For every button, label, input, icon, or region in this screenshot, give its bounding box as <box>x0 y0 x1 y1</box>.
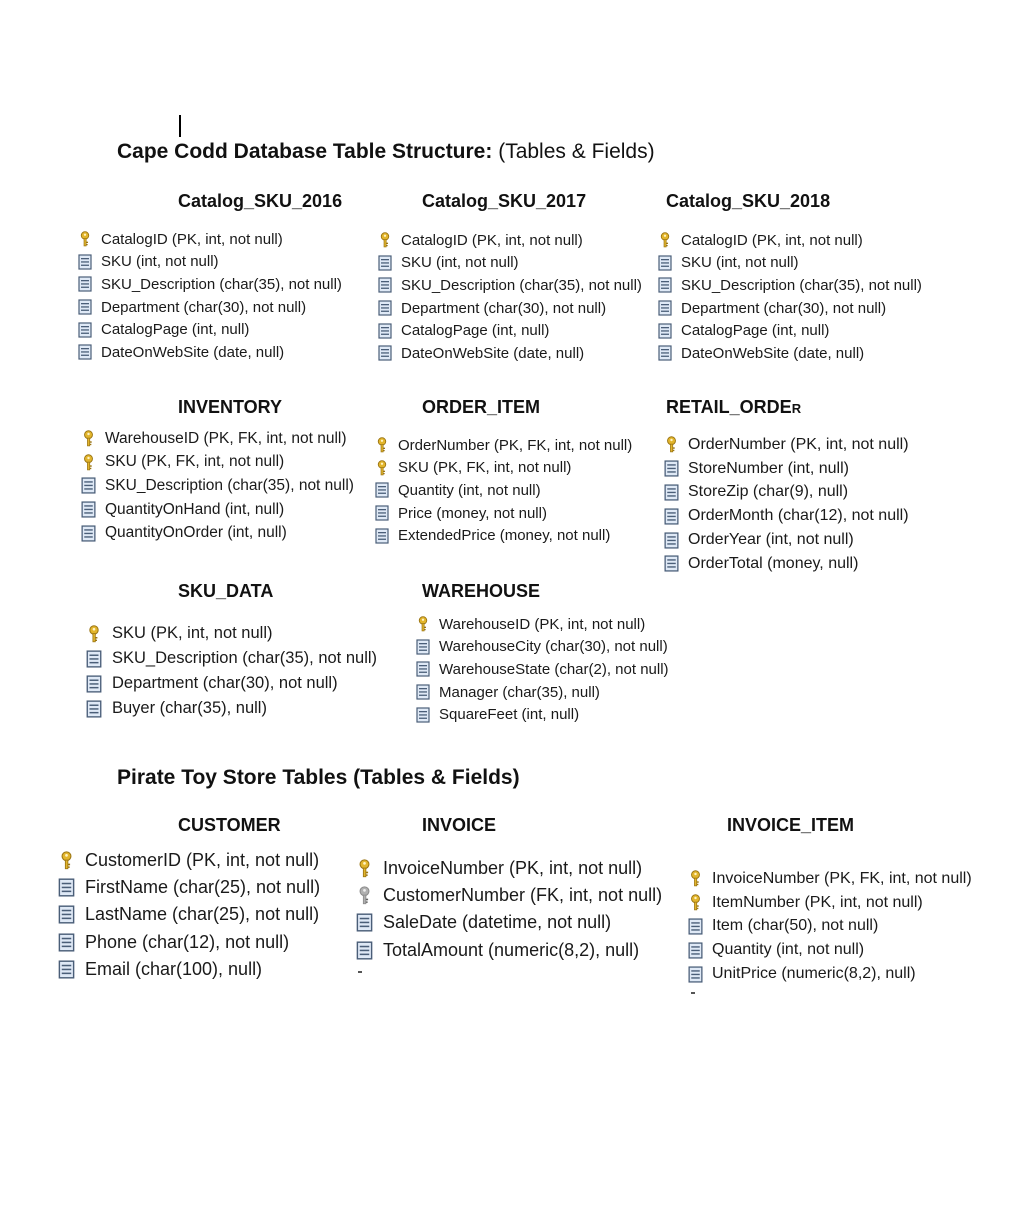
field-label: Phone (char(12), not null) <box>85 931 290 952</box>
field-row <box>688 962 972 986</box>
field-label: DateOnWebSite (date, null) <box>401 344 585 362</box>
field-label: SKU_Description (char(35), not null) <box>112 649 378 667</box>
field-label: Buyer (char(35), null) <box>112 699 267 717</box>
field-row <box>375 524 632 547</box>
column-icon <box>658 345 672 361</box>
field-label: WarehouseID (PK, FK, int, not null) <box>105 429 347 447</box>
cape-codd-title <box>117 140 655 164</box>
field-list-invoice <box>356 855 662 964</box>
column-icon <box>664 460 679 477</box>
table-name-customer: CUSTOMER <box>178 815 281 835</box>
field-label: CatalogID (PK, int, not null) <box>101 230 283 248</box>
field-row <box>356 909 662 936</box>
field-label: OrderYear (int, not null) <box>688 531 854 549</box>
field-list-warehouse <box>416 613 669 726</box>
column-icon <box>78 322 92 338</box>
column-icon <box>416 661 430 677</box>
field-label: LastName (char(25), not null) <box>85 904 320 925</box>
column-icon <box>658 323 672 339</box>
field-row <box>688 915 972 939</box>
field-row <box>375 479 632 502</box>
column-icon <box>664 508 679 525</box>
column-icon <box>378 323 392 339</box>
column-icon <box>378 300 392 316</box>
table-name-catalog-sku-2016: Catalog_SKU_2016 <box>178 191 343 211</box>
key-icon <box>356 859 373 878</box>
field-row <box>658 319 922 342</box>
key-icon <box>688 894 703 911</box>
cape-codd-title-bold: Cape Codd Database Table Structure: <box>117 140 493 163</box>
field-row <box>664 552 909 576</box>
column-icon <box>58 933 75 952</box>
field-label: CatalogPage (int, null) <box>401 322 550 340</box>
field-row <box>658 342 922 365</box>
field-list-catalog-sku-2016 <box>78 228 342 364</box>
field-label: SKU (int, not null) <box>101 253 219 271</box>
field-row <box>378 229 642 252</box>
field-row <box>86 621 377 646</box>
field-label: OrderNumber (PK, int, not null) <box>688 435 909 453</box>
field-row <box>58 874 320 901</box>
cropped-row-remnant <box>691 992 695 994</box>
field-row <box>375 457 632 480</box>
column-icon <box>356 941 373 960</box>
key-icon <box>416 616 430 632</box>
column-icon <box>78 276 92 292</box>
field-label: OrderMonth (char(12), not null) <box>688 507 909 525</box>
field-label: QuantityOnOrder (int, null) <box>105 524 287 542</box>
field-row <box>81 451 354 475</box>
field-label: UnitPrice (numeric(8,2), null) <box>712 965 916 983</box>
field-row <box>81 498 354 522</box>
field-label: StoreZip (char(9), null) <box>688 483 849 501</box>
field-list-catalog-sku-2017 <box>378 229 642 365</box>
column-icon <box>658 277 672 293</box>
column-icon <box>58 960 75 979</box>
field-row <box>78 296 342 319</box>
field-label: StoreNumber (int, null) <box>688 459 849 477</box>
key-icon <box>81 454 96 471</box>
field-list-sku-data <box>86 621 377 721</box>
field-label: SKU (PK, int, not null) <box>112 624 273 642</box>
field-label: SKU (PK, FK, int, not null) <box>105 453 285 471</box>
field-label: SquareFeet (int, null) <box>439 706 580 724</box>
key-icon <box>664 436 679 453</box>
column-icon <box>81 501 96 518</box>
column-icon <box>416 707 430 723</box>
column-icon <box>58 905 75 924</box>
field-row <box>81 427 354 451</box>
key-icon <box>78 231 92 247</box>
column-icon <box>658 255 672 271</box>
field-row <box>378 319 642 342</box>
field-row <box>78 228 342 251</box>
field-label: CatalogPage (int, null) <box>101 321 250 339</box>
table-name-invoice: INVOICE <box>422 815 497 835</box>
column-icon <box>375 505 389 521</box>
table-name-retail-order-suffix: R <box>791 401 802 416</box>
field-list-order-item <box>375 434 632 547</box>
field-label: SKU_Description (char(35), not null) <box>101 275 342 293</box>
field-label: SKU (PK, FK, int, not null) <box>398 459 572 477</box>
text-cursor <box>179 115 181 137</box>
field-row <box>664 481 909 505</box>
field-row <box>664 433 909 457</box>
table-name-sku-data: SKU_DATA <box>178 581 274 601</box>
column-icon <box>58 878 75 897</box>
field-row <box>356 882 662 909</box>
field-label: TotalAmount (numeric(8,2), null) <box>383 939 640 960</box>
field-row <box>658 252 922 275</box>
field-row <box>416 703 669 726</box>
field-row <box>664 504 909 528</box>
field-row <box>658 229 922 252</box>
field-row <box>378 297 642 320</box>
field-row <box>378 252 642 275</box>
field-label: Department (char(30), not null) <box>401 299 607 317</box>
column-icon <box>416 684 430 700</box>
field-label: DateOnWebSite (date, null) <box>101 343 285 361</box>
field-row <box>688 938 972 962</box>
field-row <box>81 521 354 545</box>
field-label: CatalogID (PK, int, not null) <box>681 231 863 249</box>
field-row <box>86 646 377 671</box>
key-icon <box>378 232 392 248</box>
key-icon <box>86 625 102 643</box>
column-icon <box>416 639 430 655</box>
field-list-retail-order <box>664 433 909 576</box>
field-label: CustomerID (PK, int, not null) <box>85 850 320 871</box>
field-label: SKU (int, not null) <box>681 254 799 272</box>
table-name-catalog-sku-2018: Catalog_SKU_2018 <box>666 191 831 211</box>
field-label: Department (char(30), not null) <box>681 299 887 317</box>
column-icon <box>78 299 92 315</box>
table-name-invoice-item: INVOICE_ITEM <box>727 815 855 835</box>
column-icon <box>86 700 102 718</box>
field-label: OrderNumber (PK, FK, int, not null) <box>398 436 633 454</box>
field-label: Quantity (int, not null) <box>398 481 541 499</box>
table-name-retail-order <box>666 397 801 418</box>
field-row <box>664 457 909 481</box>
column-icon <box>375 482 389 498</box>
column-icon <box>356 913 373 932</box>
table-name-inventory: INVENTORY <box>178 397 283 417</box>
column-icon <box>688 918 703 935</box>
key-icon <box>375 437 389 453</box>
field-row <box>416 636 669 659</box>
field-row <box>378 274 642 297</box>
field-row <box>658 274 922 297</box>
field-row <box>58 956 320 983</box>
field-row <box>78 251 342 274</box>
field-row <box>688 867 972 891</box>
field-row <box>356 855 662 882</box>
field-list-inventory <box>81 427 354 545</box>
column-icon <box>78 344 92 360</box>
field-label: WarehouseID (PK, int, not null) <box>439 615 646 633</box>
field-label: DateOnWebSite (date, null) <box>681 344 865 362</box>
field-row <box>78 341 342 364</box>
field-row <box>416 613 669 636</box>
pirate-title: Pirate Toy Store Tables (Tables & Fields) <box>117 766 520 789</box>
field-row <box>58 847 320 874</box>
table-name-warehouse: WAREHOUSE <box>422 581 541 601</box>
column-icon <box>81 525 96 542</box>
field-label: Manager (char(35), null) <box>439 683 600 701</box>
field-label: OrderTotal (money, null) <box>688 554 859 572</box>
field-label: WarehouseCity (char(30), not null) <box>439 638 668 656</box>
key-icon <box>688 870 703 887</box>
column-icon <box>86 675 102 693</box>
field-row <box>356 937 662 964</box>
column-icon <box>375 528 389 544</box>
field-label: ExtendedPrice (money, not null) <box>398 527 611 545</box>
column-icon <box>688 942 703 959</box>
column-icon <box>658 300 672 316</box>
field-row <box>688 891 972 915</box>
field-row <box>58 901 320 928</box>
table-name-catalog-sku-2017: Catalog_SKU_2017 <box>422 191 587 211</box>
column-icon <box>81 477 96 494</box>
field-row <box>375 502 632 525</box>
field-label: CustomerNumber (FK, int, not null) <box>383 885 663 906</box>
field-label: InvoiceNumber (PK, FK, int, not null) <box>712 869 972 887</box>
field-label: Department (char(30), not null) <box>112 674 338 692</box>
field-label: Department (char(30), not null) <box>101 298 307 316</box>
field-row <box>375 434 632 457</box>
column-icon <box>86 650 102 668</box>
key-icon <box>658 232 672 248</box>
column-icon <box>378 345 392 361</box>
field-label: CatalogID (PK, int, not null) <box>401 231 583 249</box>
column-icon <box>378 277 392 293</box>
field-list-customer <box>58 847 320 983</box>
field-row <box>378 342 642 365</box>
cropped-row-remnant <box>358 971 362 973</box>
field-label: SKU_Description (char(35), not null) <box>105 476 354 494</box>
field-label: SKU_Description (char(35), not null) <box>401 276 642 294</box>
column-icon <box>664 484 679 501</box>
key-icon <box>375 460 389 476</box>
field-label: FirstName (char(25), not null) <box>85 877 321 898</box>
field-label: Price (money, not null) <box>398 504 547 522</box>
field-label: QuantityOnHand (int, null) <box>105 500 285 518</box>
field-row <box>86 671 377 696</box>
column-icon <box>664 532 679 549</box>
field-label: InvoiceNumber (PK, int, not null) <box>383 858 643 879</box>
table-name-retail-order-main: RETAIL_ORDE <box>666 397 792 417</box>
field-row <box>81 474 354 498</box>
column-icon <box>378 255 392 271</box>
field-row <box>416 681 669 704</box>
field-row <box>86 696 377 721</box>
key-icon <box>58 851 75 870</box>
foreign-key-icon <box>356 886 373 905</box>
field-row <box>664 528 909 552</box>
field-row <box>58 929 320 956</box>
field-label: Item (char(50), not null) <box>712 917 879 935</box>
table-name-order-item: ORDER_ITEM <box>422 397 541 417</box>
field-row <box>658 297 922 320</box>
field-label: CatalogPage (int, null) <box>681 322 830 340</box>
field-label: SaleDate (datetime, not null) <box>383 912 612 933</box>
field-row <box>78 318 342 341</box>
field-label: Quantity (int, not null) <box>712 941 865 959</box>
key-icon <box>81 430 96 447</box>
field-row <box>78 273 342 296</box>
field-label: SKU (int, not null) <box>401 254 519 272</box>
cape-codd-title-plain: (Tables & Fields) <box>498 140 655 163</box>
field-label: Email (char(100), null) <box>85 958 263 979</box>
field-list-invoice-item <box>688 867 972 986</box>
column-icon <box>664 555 679 572</box>
field-list-catalog-sku-2018 <box>658 229 922 365</box>
field-label: SKU_Description (char(35), not null) <box>681 276 922 294</box>
field-label: ItemNumber (PK, int, not null) <box>712 893 923 911</box>
column-icon <box>688 966 703 983</box>
field-row <box>416 658 669 681</box>
field-label: WarehouseState (char(2), not null) <box>439 660 669 678</box>
column-icon <box>78 254 92 270</box>
